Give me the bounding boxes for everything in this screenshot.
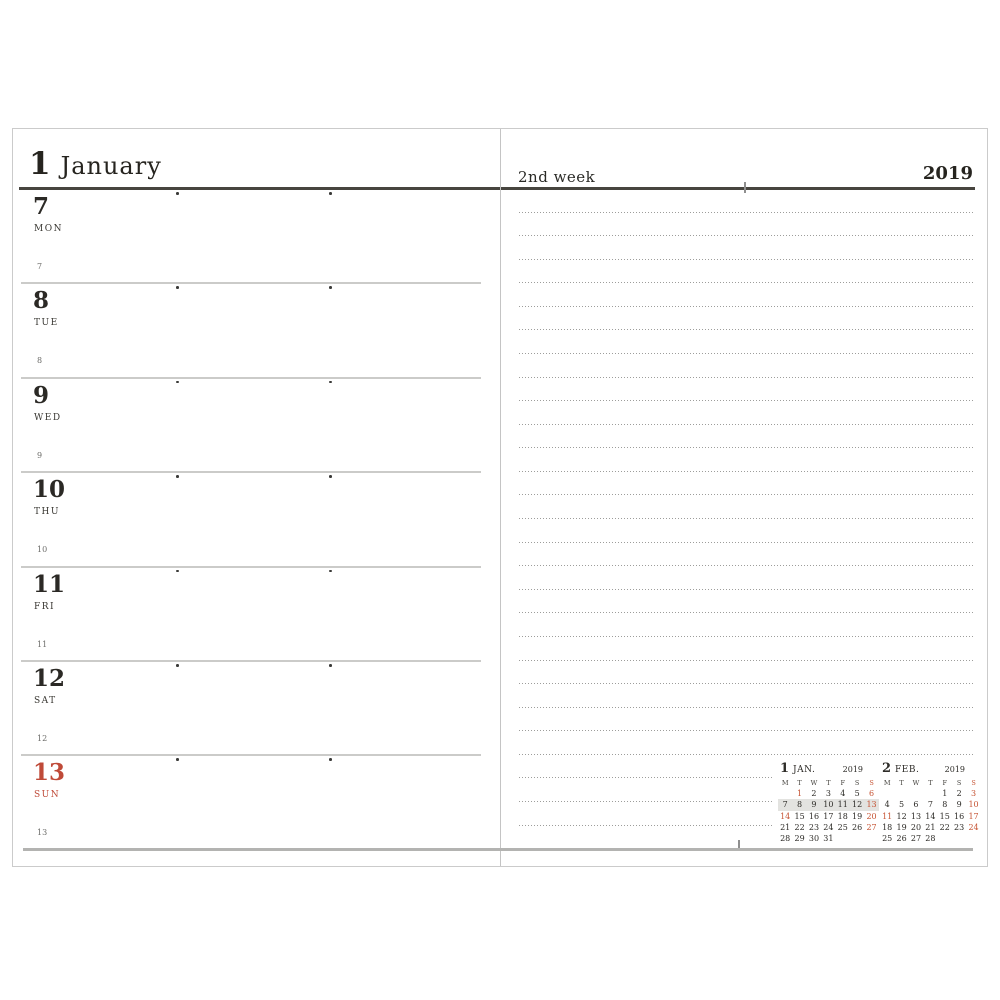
day-number: 8 bbox=[33, 287, 50, 315]
day-abbr: SUN bbox=[34, 790, 61, 801]
calendar-day-cell: 28 bbox=[780, 834, 791, 844]
calendar-day-cell: 16 bbox=[954, 811, 965, 821]
calendar-day-cell: 17 bbox=[968, 811, 979, 821]
calendar-day-cell: 24 bbox=[968, 822, 979, 832]
calendar-day-cell: 13 bbox=[910, 811, 922, 821]
day-footnote-number: 11 bbox=[37, 639, 48, 649]
calendar-day-cell: 28 bbox=[925, 834, 936, 844]
note-line bbox=[519, 683, 973, 684]
note-line bbox=[519, 636, 973, 637]
day-footnote-number: 9 bbox=[37, 450, 43, 460]
calendar-day-cell: 31 bbox=[823, 834, 834, 844]
calendar-day-cell bbox=[952, 833, 966, 844]
calendar-dow-cell: W bbox=[912, 779, 920, 787]
note-line bbox=[519, 542, 973, 543]
note-line bbox=[519, 282, 973, 283]
calendar-day-cell: 7 bbox=[778, 799, 792, 810]
day-abbr: SAT bbox=[34, 696, 57, 706]
calendar-grid bbox=[880, 778, 981, 844]
note-line bbox=[519, 329, 973, 330]
divider-dot-icon bbox=[329, 758, 332, 761]
calendar-day-cell: 14 bbox=[780, 811, 791, 821]
mini-calendar-jan bbox=[778, 762, 879, 844]
day-row bbox=[21, 660, 481, 756]
calendar-day-cell: 10 bbox=[821, 799, 835, 810]
calendar-day-cell: 8 bbox=[792, 799, 806, 810]
note-line bbox=[519, 754, 973, 755]
center-tick-top bbox=[744, 182, 746, 193]
calendar-day-cell: 25 bbox=[837, 822, 848, 832]
calendar-day-cell: 16 bbox=[808, 811, 820, 821]
calendar-day-cell: 26 bbox=[852, 822, 863, 832]
calendar-day-cell: 14 bbox=[925, 811, 936, 821]
note-line bbox=[519, 612, 973, 613]
day-footnote-number: 10 bbox=[37, 545, 48, 555]
calendar-day-cell: 9 bbox=[956, 800, 962, 810]
calendar-day-cell: 9 bbox=[807, 799, 821, 810]
calendar-day-cell: 12 bbox=[850, 799, 864, 810]
calendar-day-cell: 23 bbox=[808, 822, 820, 832]
calendar-day-cell: 15 bbox=[794, 811, 805, 821]
calendar-day-cell: 4 bbox=[884, 800, 890, 810]
calendar-day-cell bbox=[894, 788, 908, 799]
mini-calendar-feb bbox=[880, 762, 981, 844]
day-number: 9 bbox=[33, 381, 50, 409]
divider-dot-icon bbox=[176, 286, 179, 289]
calendar-dow-cell: M bbox=[883, 779, 891, 787]
left-page-title bbox=[29, 146, 162, 182]
calendar-day-cell: 30 bbox=[808, 834, 820, 844]
planner-spread bbox=[12, 128, 988, 867]
note-line bbox=[519, 259, 973, 260]
calendar-day-cell bbox=[836, 833, 850, 844]
calendar-dow-cell: S bbox=[854, 779, 860, 787]
calendar-day-cell: 22 bbox=[794, 822, 805, 832]
calendar-day-cell: 29 bbox=[794, 834, 805, 844]
calendar-day-cell bbox=[923, 788, 937, 799]
note-line bbox=[519, 730, 973, 731]
calendar-day-cell: 19 bbox=[852, 811, 863, 821]
calendar-day-cell: 21 bbox=[925, 822, 936, 832]
calendar-day-cell: 6 bbox=[868, 789, 875, 798]
calendar-day-cell bbox=[909, 788, 923, 799]
divider-dot-icon bbox=[329, 664, 332, 667]
day-abbr: TUE bbox=[34, 318, 59, 329]
calendar-day-cell bbox=[864, 833, 878, 844]
calendar-day-cell: 6 bbox=[913, 800, 919, 810]
day-footnote-number: 13 bbox=[37, 828, 48, 838]
divider-dot-icon bbox=[176, 664, 179, 667]
calendar-day-cell: 11 bbox=[882, 811, 893, 821]
calendar-day-cell: 20 bbox=[866, 811, 877, 821]
calendar-header bbox=[778, 762, 879, 775]
note-line bbox=[519, 825, 772, 826]
note-line bbox=[519, 400, 973, 401]
calendar-month-number: 2 bbox=[882, 761, 892, 776]
calendar-day-cell: 5 bbox=[854, 789, 860, 798]
calendar-day-cell: 22 bbox=[939, 822, 950, 832]
calendar-month-name: JAN. bbox=[793, 765, 816, 775]
divider-dot-icon bbox=[329, 192, 332, 195]
calendar-dow-cell: T bbox=[826, 779, 831, 787]
day-row bbox=[21, 188, 481, 284]
calendar-day-cell: 24 bbox=[823, 822, 834, 832]
calendar-day-cell: 7 bbox=[927, 800, 933, 810]
calendar-day-cell: 20 bbox=[910, 822, 922, 832]
day-footnote-number: 8 bbox=[37, 356, 43, 366]
divider-dot-icon bbox=[176, 192, 179, 195]
calendar-day-cell bbox=[850, 833, 864, 844]
divider-dot-icon bbox=[329, 475, 332, 478]
calendar-dow-cell: T bbox=[797, 779, 802, 787]
note-line bbox=[519, 707, 973, 708]
day-number: 11 bbox=[33, 570, 66, 598]
note-line bbox=[519, 424, 973, 425]
calendar-day-cell: 10 bbox=[968, 800, 979, 810]
calendar-year: 2019 bbox=[944, 765, 965, 774]
note-line bbox=[519, 377, 973, 378]
day-row bbox=[21, 471, 481, 567]
divider-dot-icon bbox=[329, 286, 332, 289]
calendar-day-cell: 15 bbox=[939, 811, 950, 821]
note-line bbox=[519, 589, 973, 590]
month-number: 1 bbox=[29, 146, 51, 182]
calendar-dow-cell: S bbox=[956, 779, 962, 787]
calendar-dow-cell: T bbox=[928, 779, 933, 787]
calendar-day-cell: 23 bbox=[954, 822, 965, 832]
calendar-day-cell bbox=[938, 833, 952, 844]
calendar-day-cell: 18 bbox=[837, 811, 848, 821]
divider-dot-icon bbox=[329, 381, 332, 384]
calendar-header bbox=[880, 762, 981, 775]
day-abbr: MON bbox=[34, 224, 63, 234]
note-line bbox=[519, 212, 973, 213]
calendar-day-cell: 2 bbox=[811, 789, 817, 798]
note-line bbox=[519, 565, 973, 566]
day-footnote-number: 12 bbox=[37, 734, 48, 743]
note-line bbox=[519, 660, 973, 661]
calendar-day-cell bbox=[880, 788, 894, 799]
month-name: January bbox=[60, 152, 162, 180]
calendar-day-cell: 8 bbox=[942, 800, 948, 810]
note-line bbox=[519, 777, 772, 778]
calendar-dow-cell: F bbox=[840, 779, 846, 787]
calendar-day-cell: 12 bbox=[896, 811, 907, 821]
calendar-day-cell: 21 bbox=[780, 822, 791, 832]
divider-dot-icon bbox=[329, 570, 332, 573]
note-line bbox=[519, 801, 772, 802]
note-line bbox=[519, 306, 973, 307]
calendar-day-cell: 3 bbox=[825, 789, 831, 798]
divider-dot-icon bbox=[176, 381, 179, 384]
calendar-day-cell: 3 bbox=[970, 789, 977, 798]
day-abbr: THU bbox=[34, 507, 60, 518]
calendar-day-cell: 25 bbox=[882, 834, 893, 844]
calendar-day-cell bbox=[778, 788, 792, 799]
calendar-dow-cell: T bbox=[899, 779, 904, 787]
calendar-day-cell: 11 bbox=[836, 799, 850, 810]
calendar-day-cell: 13 bbox=[864, 799, 878, 810]
center-tick-bottom bbox=[738, 840, 740, 848]
note-line bbox=[519, 235, 973, 236]
day-number: 7 bbox=[33, 193, 50, 220]
calendar-day-cell: 18 bbox=[882, 822, 893, 832]
divider-dot-icon bbox=[176, 570, 179, 573]
calendar-dow-cell: F bbox=[942, 779, 948, 787]
calendar-day-cell: 1 bbox=[942, 789, 948, 798]
note-line bbox=[519, 471, 973, 472]
day-abbr: FRI bbox=[34, 601, 56, 612]
year-label: 2019 bbox=[922, 163, 973, 184]
page-gutter-line bbox=[500, 129, 501, 866]
day-row bbox=[21, 282, 481, 378]
day-number: 13 bbox=[33, 759, 66, 787]
calendar-day-cell: 5 bbox=[899, 800, 905, 810]
day-number: 12 bbox=[33, 665, 66, 692]
calendar-dow-cell: S bbox=[869, 779, 874, 787]
calendar-month-name: FEB. bbox=[895, 765, 920, 775]
calendar-day-cell: 27 bbox=[910, 834, 922, 844]
note-line bbox=[519, 353, 973, 354]
calendar-dow-cell: W bbox=[810, 779, 818, 787]
calendar-day-cell: 27 bbox=[866, 822, 877, 832]
calendar-day-cell bbox=[966, 833, 980, 844]
day-abbr: WED bbox=[34, 412, 62, 423]
calendar-year: 2019 bbox=[842, 765, 863, 774]
calendar-day-cell: 19 bbox=[896, 822, 907, 832]
note-line bbox=[519, 518, 973, 519]
day-row bbox=[21, 377, 481, 473]
calendar-day-cell: 1 bbox=[797, 789, 803, 798]
calendar-dow-cell: S bbox=[971, 779, 976, 787]
bottom-rule bbox=[23, 848, 973, 851]
calendar-day-cell: 26 bbox=[896, 834, 907, 844]
divider-dot-icon bbox=[176, 475, 179, 478]
note-line bbox=[519, 494, 973, 495]
note-line bbox=[519, 447, 973, 448]
calendar-dow-cell: M bbox=[781, 779, 789, 787]
day-footnote-number: 7 bbox=[37, 262, 43, 271]
calendar-grid bbox=[778, 778, 879, 844]
calendar-month-number: 1 bbox=[780, 761, 790, 776]
day-row bbox=[21, 754, 481, 848]
day-number: 10 bbox=[33, 476, 66, 504]
calendar-day-cell: 2 bbox=[956, 789, 962, 798]
day-row bbox=[21, 566, 481, 662]
divider-dot-icon bbox=[176, 758, 179, 761]
week-label: 2nd week bbox=[518, 168, 596, 186]
calendar-day-cell: 17 bbox=[823, 811, 834, 821]
calendar-day-cell: 4 bbox=[840, 789, 846, 798]
